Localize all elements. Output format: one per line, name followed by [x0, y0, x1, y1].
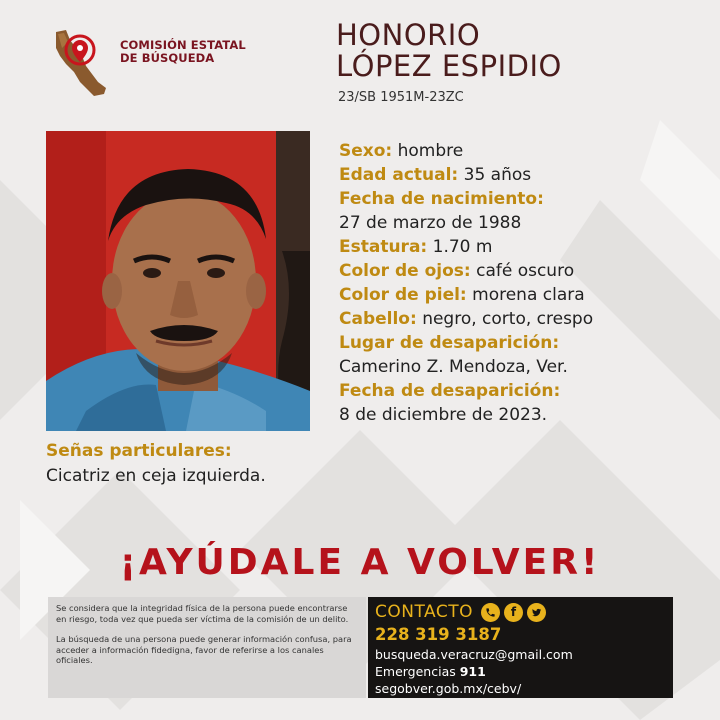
- logo-line-2: DE BÚSQUEDA: [120, 51, 215, 65]
- lugar-value: Camerino Z. Mendoza, Ver.: [339, 357, 568, 377]
- piel-value: morena clara: [472, 285, 585, 305]
- estatura-label: Estatura:: [339, 237, 428, 257]
- veracruz-map-pin-icon: [48, 26, 120, 98]
- ojos-label: Color de ojos:: [339, 261, 471, 281]
- emergencias-label: Emergencias: [375, 664, 456, 679]
- detail-piel: [339, 283, 709, 307]
- contact-phone[interactable]: 228 319 3187: [375, 625, 502, 644]
- disclaimer-paragraph-1: Se considera que la integridad física de la persona puede encontrarse en riesgo, toda vez que pueda ser víctima de la comisión de un delito.: [56, 603, 349, 624]
- detail-fecha-value: [339, 403, 709, 427]
- cabello-value: negro, corto, crespo: [422, 309, 594, 329]
- estatura-value: 1.70 m: [432, 237, 493, 257]
- senas-label: Señas particulares:: [46, 441, 232, 461]
- detail-ojos: [339, 259, 709, 283]
- detail-fecha-label: [339, 379, 709, 403]
- fecha-value: 8 de diciembre de 2023.: [339, 405, 548, 425]
- sexo-label: Sexo:: [339, 141, 393, 161]
- call-to-action-banner: ¡AYÚDALE A VOLVER!: [119, 542, 601, 583]
- edad-value: 35 años: [463, 165, 532, 185]
- lugar-label: Lugar de desaparición:: [339, 333, 560, 353]
- edad-label: Edad actual:: [339, 165, 459, 185]
- person-photo: [46, 131, 310, 431]
- disclaimer-paragraph-2: La búsqueda de una persona puede generar información confusa, para acceder a información fidedigna, favor de referirse a los canales oficiales.: [56, 634, 352, 666]
- name-line-1: HONORIO: [336, 18, 481, 52]
- fecha-label: Fecha de desaparición:: [339, 381, 561, 401]
- disclaimer-box: [48, 597, 366, 698]
- contact-emergencias: [375, 663, 666, 680]
- contact-title: CONTACTO: [375, 602, 473, 622]
- senas-value: Cicatriz en ceja izquierda.: [46, 466, 266, 486]
- contact-box: [368, 597, 673, 698]
- contact-website[interactable]: segobver.gob.mx/cebv/: [375, 681, 522, 696]
- nacimiento-value: 27 de marzo de 1988: [339, 213, 522, 233]
- detail-nacimiento-label: [339, 187, 709, 211]
- contact-header: [375, 600, 666, 624]
- person-details: [339, 139, 709, 427]
- person-name: [336, 20, 562, 82]
- logo-line-1: COMISIÓN ESTATAL: [120, 38, 246, 52]
- emergencias-number[interactable]: 911: [459, 664, 486, 679]
- nacimiento-label: Fecha de nacimiento:: [339, 189, 544, 209]
- sexo-value: hombre: [397, 141, 464, 161]
- agency-logo: [48, 26, 248, 98]
- detail-lugar-value: [339, 355, 709, 379]
- detail-nacimiento-value: [339, 211, 709, 235]
- detail-sexo: [339, 139, 709, 163]
- detail-edad: [339, 163, 709, 187]
- contact-email[interactable]: busqueda.veracruz@gmail.com: [375, 647, 573, 662]
- name-line-2: LÓPEZ ESPIDIO: [336, 49, 562, 83]
- ojos-value: café oscuro: [476, 261, 575, 281]
- twitter-icon[interactable]: [527, 603, 546, 622]
- detail-cabello: [339, 307, 709, 331]
- case-id: 23/SB 1951M-23ZC: [338, 90, 464, 105]
- facebook-icon[interactable]: f: [504, 603, 523, 622]
- detail-estatura: [339, 235, 709, 259]
- cabello-label: Cabello:: [339, 309, 417, 329]
- phone-icon[interactable]: [481, 603, 500, 622]
- piel-label: Color de piel:: [339, 285, 467, 305]
- detail-lugar-label: [339, 331, 709, 355]
